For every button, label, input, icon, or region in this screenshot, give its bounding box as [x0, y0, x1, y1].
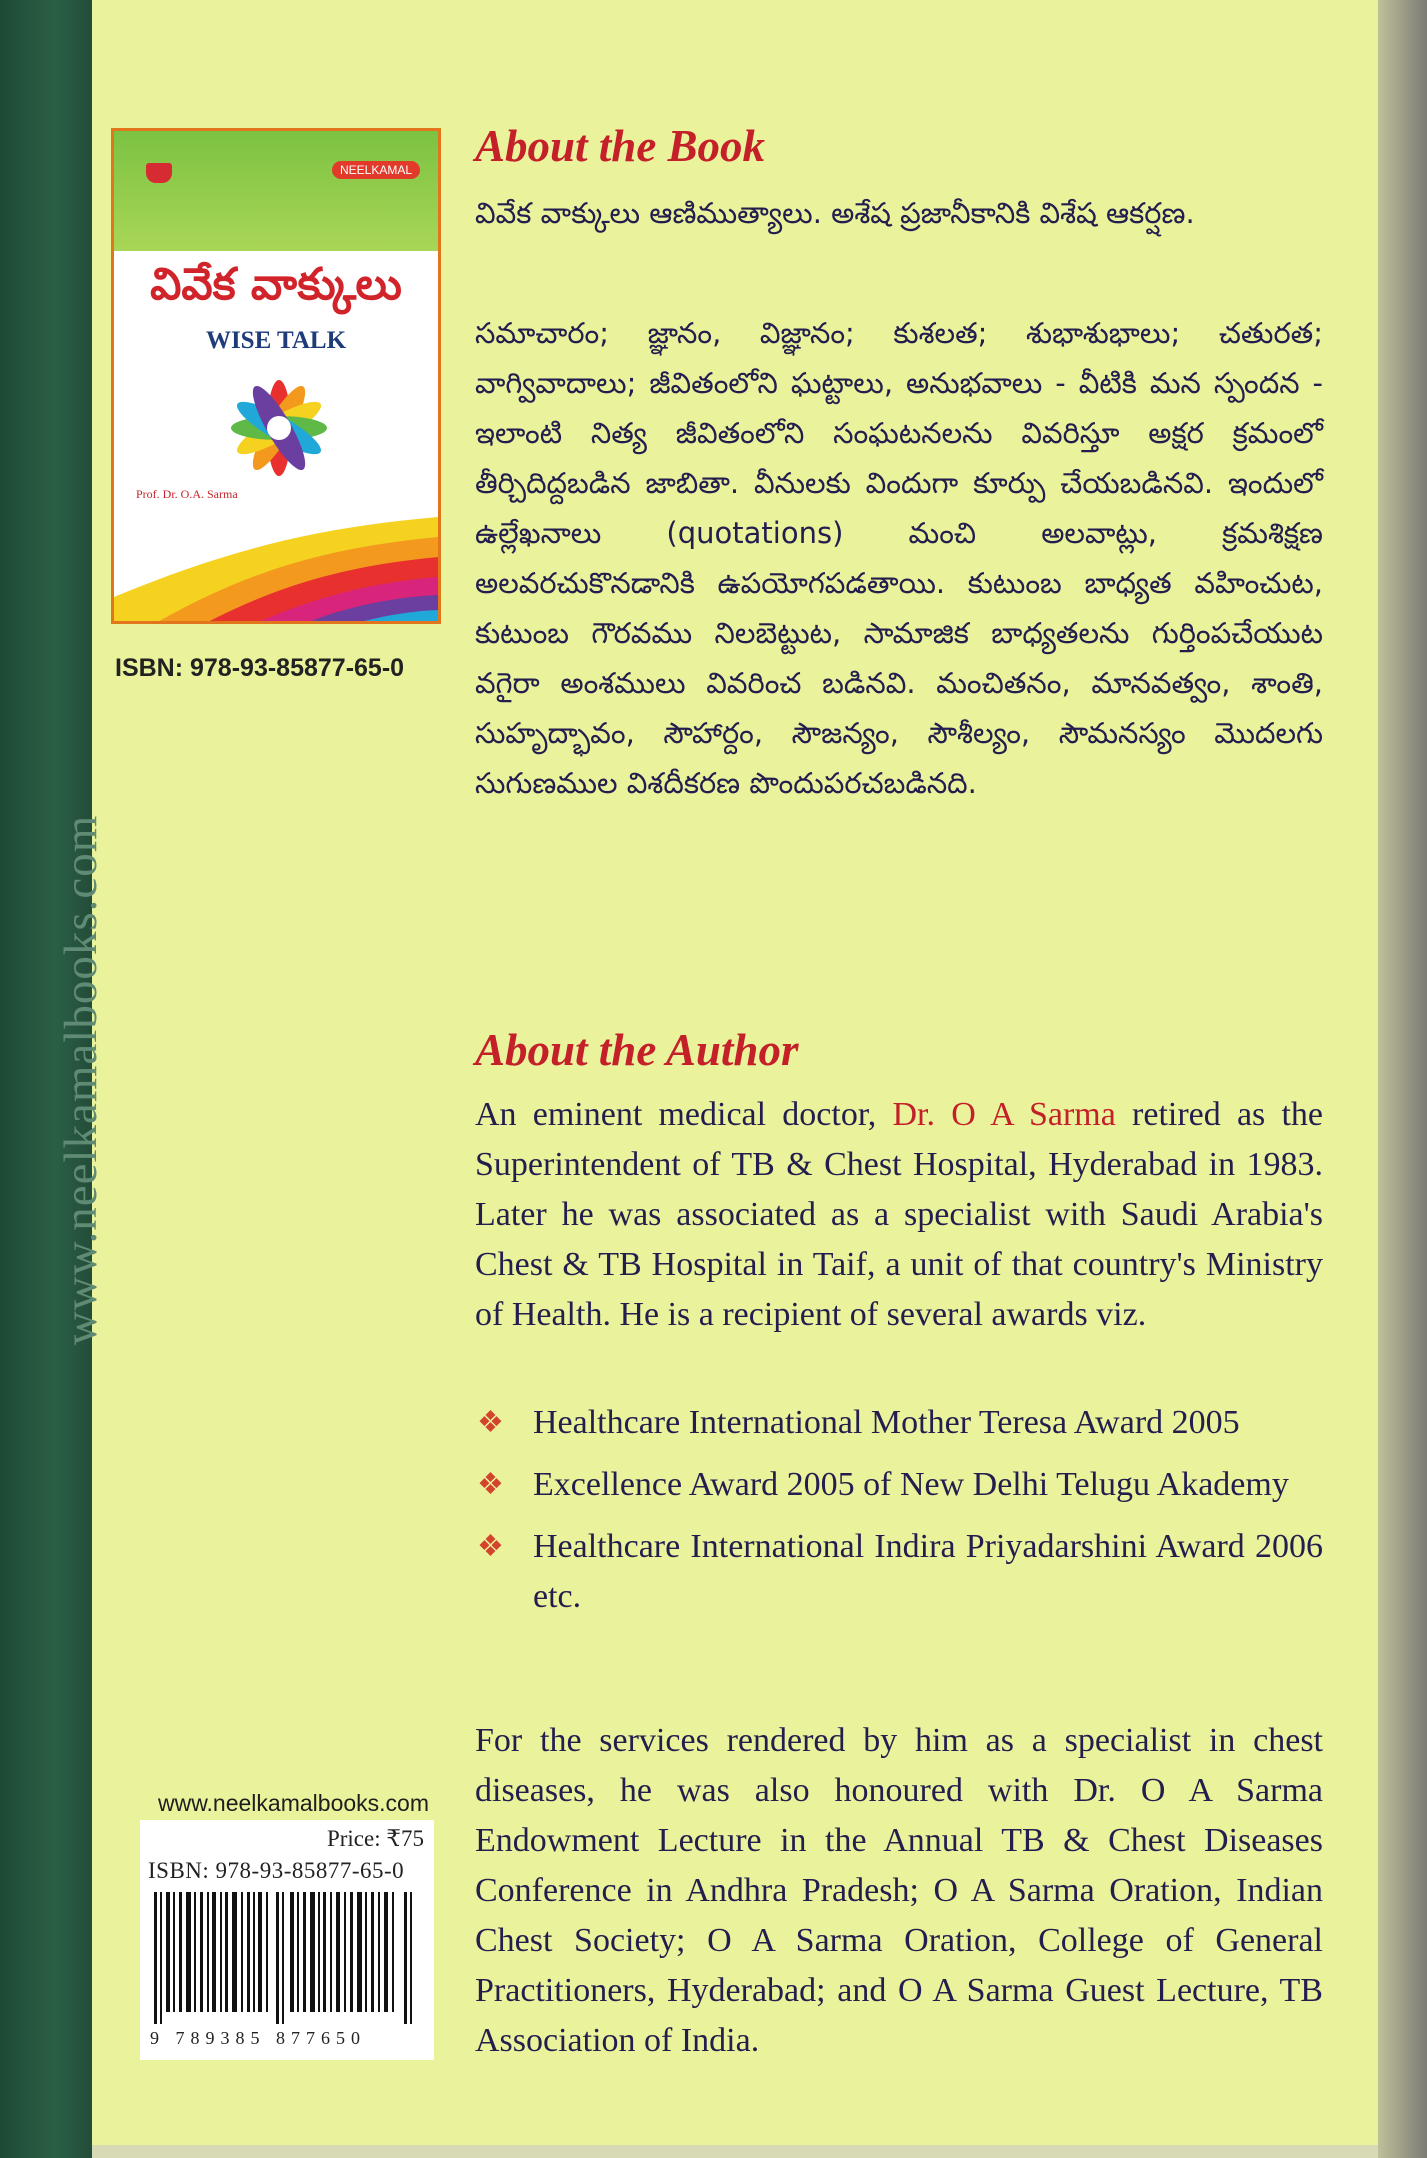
- award-text: Healthcare International Indira Priyadarshini Award 2006 etc.: [533, 1528, 1323, 1615]
- barcode-icon: [152, 1892, 422, 2024]
- about-author-heading: About the Author: [475, 1025, 799, 1075]
- barcode-digits: 9 789385 877650: [150, 2028, 366, 2048]
- author-name: Dr. O A Sarma: [892, 1096, 1116, 1133]
- award-item: [475, 1398, 1323, 1448]
- awards-list: [475, 1398, 1323, 1634]
- cover-bottom-edge: [92, 2145, 1378, 2158]
- award-item: [475, 1460, 1323, 1510]
- diamond-bullet-icon: ❖: [477, 1530, 504, 1563]
- barcode-isbn: ISBN: 978-93-85877-65-0: [148, 1858, 405, 1883]
- publisher-url: www.neelkamalbooks.com: [157, 1790, 429, 1816]
- spine-url: www.neelkamalbooks.com: [55, 814, 107, 1346]
- cover-thumbnail: [111, 128, 441, 624]
- thumbnail-title-telugu: వివేక వాక్కులు: [150, 259, 402, 310]
- publisher-logo-icon: [146, 163, 172, 183]
- about-author-outro: For the services rendered by him as a specialist in chest diseases, he was also honoured with Dr. O A Sarma Endowment Lecture in the Annual TB & Chest Diseases Conference in Andhra Pradesh; O A Sarma Oration, Indian Chest Society; O A Sarma Oration, College of General Practitioners, Hyderabad; and O A Sarma Guest Lecture, TB Association of India.: [475, 1722, 1323, 2059]
- intro-text-after: retired as the Superintendent of TB & Chest Hospital, Hyderabad in 1983. Later he was associated as a specialist with Saudi Arabia's Chest & TB Hospital in Taif, a unit of that country's Ministry of Health. He is a recipient of several awards viz.: [475, 1096, 1324, 1333]
- about-book-paragraph-1: వివేక వాక్కులు ఆణిముత్యాలు. అశేష ప్రజానీకానికి విశేష ఆకర్షణ.: [475, 196, 1195, 230]
- flower-icon: [199, 363, 359, 493]
- diamond-bullet-icon: ❖: [477, 1406, 504, 1439]
- barcode-panel: [140, 1820, 434, 2060]
- isbn-label: ISBN: 978-93-85877-65-0: [115, 654, 405, 682]
- award-text: Excellence Award 2005 of New Delhi Telugu Akademy: [533, 1466, 1289, 1503]
- about-book-paragraph-2: సమాచారం; జ్ఞానం, విజ్ఞానం; కుశలత; శుభాశుభాలు; చతురత; వాగ్వివాదాలు; జీవితంలోని ఘట్టాలు, అనుభవాలు - వీటికి మన స్పందన - ఇలాంటి నిత్య జీవితంలోని సంఘటనలను వివరిస్తూ అక్షర క్రమంలో తీర్చిదిద్దబడిన జాబితా. వీనులకు విందుగా కూర్పు చేయబడినవి. ఇందులో ఉల్లేఖనాలు (quotations) మంచి అలవాట్లు, క్రమశిక్షణ అలవరచుకొనడానికి ఉపయోగపడతాయి. కుటుంబ బాధ్యత వహించుట, కుటుంబ గౌరవము నిలబెట్టుట, సామాజిక బాధ్యతలను గుర్తింపచేయుట వగైరా అంశములు వివరించ బడినవి. మంచితనం, మానవత్వం, శాంతి, సుహృద్భావం, సౌహార్దం, సౌజన్యం, సౌశీల్యం, సౌమనస్యం మొదలగు సుగుణముల విశదీకరణ పొందుపరచబడినది.: [475, 316, 1323, 800]
- award-text: Healthcare International Mother Teresa Award 2005: [533, 1404, 1240, 1441]
- about-book-heading: About the Book: [475, 121, 766, 171]
- award-item: [475, 1522, 1323, 1622]
- intro-text-before: An eminent medical doctor,: [475, 1096, 893, 1133]
- about-author-intro: [475, 1090, 1323, 1340]
- cover-edge: [1378, 0, 1427, 2158]
- thumbnail-title-english: WISE TALK: [205, 327, 347, 354]
- publisher-badge: NEELKAMAL: [332, 161, 420, 179]
- thumbnail-header-band: [114, 131, 438, 251]
- thumbnail-author: Prof. Dr. O.A. Sarma: [136, 487, 238, 501]
- price-label: Price: ₹75: [326, 1826, 424, 1851]
- rainbow-stripes-graphic: [114, 487, 438, 624]
- diamond-bullet-icon: ❖: [477, 1468, 504, 1501]
